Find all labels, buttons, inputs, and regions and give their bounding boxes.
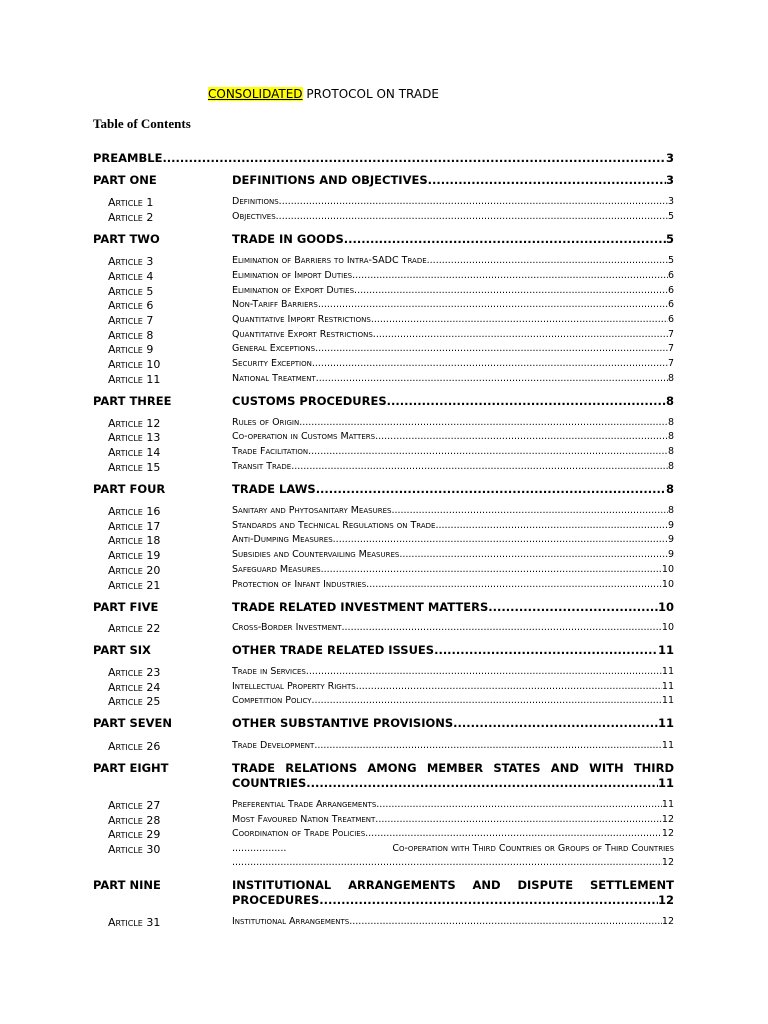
- page-number: 7: [667, 343, 674, 354]
- part-title-line1: INSTITUTIONAL ARRANGEMENTS AND DISPUTE SETTLEMENT: [232, 878, 674, 892]
- page-number: 7: [667, 358, 674, 369]
- article-label: Article 3: [108, 255, 154, 268]
- article-title: Standards and Technical Regulations on Trade: [232, 520, 436, 531]
- article-leader: ..................: [232, 843, 287, 854]
- article-title: Coordination of Trade Policies: [232, 828, 366, 839]
- page-number: 8: [667, 505, 674, 516]
- article-label: Article 23: [108, 666, 161, 679]
- article-label: Article 10: [108, 358, 161, 371]
- page-number: 8: [665, 482, 674, 496]
- article-label: Article 25: [108, 695, 161, 708]
- article-label: Article 18: [108, 534, 161, 547]
- page-number: 8: [665, 394, 674, 408]
- article-label: Article 21: [108, 579, 161, 592]
- article-title: Trade Development: [232, 740, 315, 751]
- page-number: 11: [657, 643, 674, 657]
- article-title: Definitions: [232, 196, 279, 207]
- article-label: Article 28: [108, 814, 161, 827]
- article-title: Preferential Trade Arrangements: [232, 799, 377, 810]
- page-number: 9: [667, 534, 674, 545]
- page-number: 3: [665, 151, 674, 165]
- article-title: Anti-Dumping Measures: [232, 534, 333, 545]
- page-number: 3: [667, 196, 674, 207]
- part-title: TRADE RELATED INVESTMENT MATTERS: [232, 600, 489, 614]
- part-title: OTHER SUBSTANTIVE PROVISIONS: [232, 716, 454, 730]
- article-title: Protection of Infant Industries: [232, 579, 367, 590]
- part-title: DEFINITIONS AND OBJECTIVES: [232, 173, 428, 187]
- article-title: Intellectual Property Rights: [232, 681, 356, 692]
- article-title: Sanitary and Phytosanitary Measures: [232, 505, 392, 516]
- article-label: Article 13: [108, 431, 161, 444]
- article-title: Subsidies and Countervailing Measures: [232, 549, 400, 560]
- part-title: TRADE IN GOODS: [232, 232, 344, 246]
- article-title: Elimination of Barriers to Intra-SADC Trade: [232, 255, 427, 266]
- page-number: 11: [661, 666, 674, 677]
- article-label: Article 31: [108, 916, 161, 929]
- article-title: Competition Policy: [232, 695, 312, 706]
- page-number: 3: [665, 173, 674, 187]
- page-number: 6: [667, 314, 674, 325]
- page-number: 12: [661, 814, 674, 825]
- page-number: 10: [661, 579, 674, 590]
- page-number: 10: [657, 600, 674, 614]
- article-label: Article 12: [108, 417, 161, 430]
- article-label: Article 24: [108, 681, 161, 694]
- page-number: 8: [667, 461, 674, 472]
- part-title: CUSTOMS PROCEDURES: [232, 394, 387, 408]
- page-number: 12: [661, 857, 674, 868]
- article-title: Rules of Origin: [232, 417, 300, 428]
- document-title: [208, 87, 439, 101]
- article-title: General Exceptions: [232, 343, 316, 354]
- page-number: 8: [667, 373, 674, 384]
- article-label: Article 6: [108, 299, 154, 312]
- article-title: Elimination of Export Duties: [232, 285, 355, 296]
- article-label: Article 2: [108, 211, 154, 224]
- part-title-line1: TRADE RELATIONS AMONG MEMBER STATES AND WITH THIRD: [232, 761, 674, 775]
- page-number: 11: [661, 799, 674, 810]
- article-label: Article 26: [108, 740, 161, 753]
- part-label: PART FOUR: [93, 482, 166, 496]
- part-title: OTHER TRADE RELATED ISSUES: [232, 643, 435, 657]
- part-title-line2: COUNTRIES: [232, 776, 307, 790]
- page-number: 9: [667, 520, 674, 531]
- page-number: 6: [667, 270, 674, 281]
- article-title: Objectives: [232, 211, 276, 222]
- article-title: Quantitative Import Restrictions: [232, 314, 371, 325]
- part-title-line2: PROCEDURES: [232, 893, 320, 907]
- part-label: PART SEVEN: [93, 716, 172, 730]
- article-label: Article 9: [108, 343, 154, 356]
- page-number: 12: [657, 893, 674, 907]
- article-label: Article 17: [108, 520, 161, 533]
- page-number: 6: [667, 299, 674, 310]
- part-title: TRADE LAWS: [232, 482, 316, 496]
- article-label: Article 8: [108, 329, 154, 342]
- preamble-label: PREAMBLE: [93, 151, 163, 165]
- page-number: 7: [667, 329, 674, 340]
- article-title: Institutional Arrangements: [232, 916, 350, 927]
- article-label: Article 11: [108, 373, 161, 386]
- article-label: Article 29: [108, 828, 161, 841]
- page-number: 5: [667, 255, 674, 266]
- article-label: Article 7: [108, 314, 154, 327]
- part-label: PART FIVE: [93, 600, 159, 614]
- article-label: Article 30: [108, 843, 161, 856]
- article-label: Article 1: [108, 196, 154, 209]
- page-number: 11: [661, 695, 674, 706]
- part-label: PART NINE: [93, 878, 161, 892]
- article-title: Safeguard Measures: [232, 564, 321, 575]
- article-title: Non-Tariff Barriers: [232, 299, 318, 310]
- article-title: Trade in Services: [232, 666, 306, 677]
- toc-heading: Table of Contents: [93, 116, 191, 131]
- article-title: Cross-Border Investment: [232, 622, 342, 633]
- page-number: 11: [661, 681, 674, 692]
- page-number: 12: [661, 916, 674, 927]
- page-number: 8: [667, 417, 674, 428]
- article-title: Elimination of Import Duties: [232, 270, 353, 281]
- page-number: 11: [661, 740, 674, 751]
- article-title: Most Favoured Nation Treatment: [232, 814, 376, 825]
- part-label: PART THREE: [93, 394, 172, 408]
- article-label: Article 4: [108, 270, 154, 283]
- part-label: PART TWO: [93, 232, 160, 246]
- page-number: 8: [667, 446, 674, 457]
- article-title: Co-operation with Third Countries or Groups of Third Countries: [392, 843, 674, 854]
- article-title: Security Exception: [232, 358, 312, 369]
- page-number: 10: [661, 564, 674, 575]
- part-label: PART SIX: [93, 643, 151, 657]
- page-number: 9: [667, 549, 674, 560]
- article-title: National Treatment: [232, 373, 316, 384]
- article-label: Article 15: [108, 461, 161, 474]
- page-number: 5: [665, 232, 674, 246]
- article-title: Transit Trade: [232, 461, 292, 472]
- article-title: Trade Facilitation: [232, 446, 309, 457]
- page-number: 8: [667, 431, 674, 442]
- page-number: 10: [661, 622, 674, 633]
- part-label: PART EIGHT: [93, 761, 169, 775]
- article-label: Article 27: [108, 799, 161, 812]
- page-number: 12: [661, 828, 674, 839]
- page-number: 11: [657, 776, 674, 790]
- article-label: Article 22: [108, 622, 161, 635]
- article-label: Article 5: [108, 285, 154, 298]
- article-title: Co-operation in Customs Matters: [232, 431, 376, 442]
- page-number: 5: [667, 211, 674, 222]
- part-label: PART ONE: [93, 173, 157, 187]
- page-number: 6: [667, 285, 674, 296]
- article-title: Quantitative Export Restrictions: [232, 329, 373, 340]
- article-label: Article 14: [108, 446, 161, 459]
- article-label: Article 16: [108, 505, 161, 518]
- title-highlighted: CONSOLIDATED: [208, 87, 303, 101]
- article-label: Article 19: [108, 549, 161, 562]
- page-number: 11: [657, 716, 674, 730]
- title-rest: PROTOCOL ON TRADE: [302, 87, 439, 101]
- article-label: Article 20: [108, 564, 161, 577]
